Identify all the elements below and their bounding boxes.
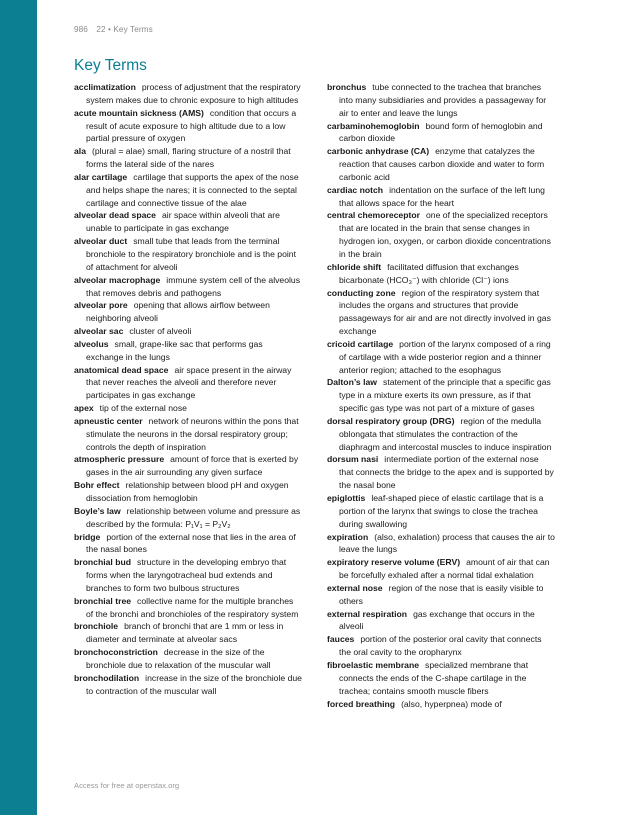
glossary-term: carbonic anhydrase (CA): [327, 146, 430, 157]
glossary-definition: air space within alveoli that are unable to participate in gas exchange: [86, 210, 280, 234]
glossary-definition: collective name for the multiple branches of the bronchi and bronchioles of the respiratory system: [86, 595, 299, 619]
running-head: [74, 25, 153, 34]
glossary-term: bronchus: [327, 82, 367, 92]
glossary-entry: [74, 171, 302, 210]
section-name: Key Terms: [113, 25, 153, 34]
glossary-entry: [74, 620, 302, 646]
glossary-definition: cluster of alveoli: [129, 326, 192, 337]
glossary-definition: region of the medulla oblongata that stimulates the contraction of the diaphragm and intercostal muscles to induce inspiration: [339, 415, 552, 452]
footer-link-text[interactable]: Access for free at openstax.org: [74, 781, 180, 790]
glossary-term: bridge: [74, 531, 101, 542]
glossary-entry: [74, 209, 302, 235]
glossary-entry: [327, 659, 555, 698]
page-title: Key Terms: [74, 57, 147, 74]
glossary-definition: cartilage that supports the apex of the nose and helps shape the nares; it is connected to the septal cartilage and connective tissue of the alae: [86, 171, 299, 208]
glossary-term: acute mountain sickness (AMS): [74, 107, 204, 118]
glossary-term: ala: [74, 146, 86, 157]
glossary-term: anatomical dead space: [74, 364, 169, 375]
glossary-definition: network of neurons within the pons that stimulate the neurons in the dorsal respiratory group; controls the depth of inspiration: [86, 415, 299, 452]
header-separator: •: [108, 25, 111, 34]
glossary-term: chloride shift: [327, 261, 382, 272]
glossary-definition: (plural = alae) small, flaring structure of a nostril that forms the lateral side of the nares: [86, 146, 291, 170]
glossary-entry: [327, 415, 555, 454]
glossary-entry: [327, 698, 555, 711]
left-term-column: [74, 81, 302, 698]
glossary-entry: [327, 184, 555, 210]
glossary-definition: small tube that leads from the terminal bronchiole to the respiratory bronchiole and is the point of attachment for alveoli: [86, 236, 297, 272]
glossary-entry: [74, 531, 302, 557]
chapter-number: 22: [96, 25, 106, 34]
glossary-term: apex: [74, 403, 94, 414]
glossary-entry: [74, 299, 302, 325]
glossary-entry: [327, 556, 555, 582]
glossary-definition: portion of the external nose that lies in the area of the nasal bones: [86, 531, 296, 555]
glossary-term: bronchodilation: [74, 672, 140, 683]
glossary-definition: region of the nose that is easily visible to others: [339, 582, 544, 606]
glossary-entry: [74, 595, 302, 621]
glossary-entry: [74, 235, 302, 274]
side-color-bar: [0, 0, 37, 815]
glossary-entry: [327, 453, 555, 492]
glossary-entry: [74, 415, 302, 454]
glossary-entry: [74, 672, 302, 698]
glossary-term: atmospheric pressure: [74, 454, 165, 465]
glossary-term: dorsal respiratory group (DRG): [327, 415, 455, 426]
glossary-term: forced breathing: [327, 698, 396, 709]
glossary-definition: relationship between volume and pressure as described by the formula: P₁V₁ = P₂V₂: [86, 505, 301, 529]
glossary-term: alveolar macrophage: [74, 274, 161, 285]
glossary-entry: [327, 261, 555, 287]
glossary-definition: enzyme that catalyzes the reaction that causes carbon dioxide and water to form carbonic acid: [339, 146, 545, 182]
glossary-definition: increase in the size of the bronchiole due to contraction of the muscular wall: [86, 672, 302, 696]
glossary-definition: statement of the principle that a specific gas type in a mixture exerts its own pressure, as if that specific gas type was not part of a mixture of gases: [339, 377, 551, 414]
glossary-definition: (also, hyperpnea) mode of: [401, 698, 502, 709]
glossary-definition: facilitated diffusion that exchanges bicarbonate (HCO₃⁻) with chloride (Cl⁻) ions: [339, 261, 519, 285]
glossary-definition: leaf-shaped piece of elastic cartilage that is a portion of the larynx that swings to close the trachea during swallowing: [339, 493, 544, 529]
glossary-definition: opening that allows airflow between neighboring alveoli: [86, 300, 270, 324]
glossary-term: expiration: [327, 531, 369, 542]
glossary-term: cardiac notch: [327, 184, 384, 195]
glossary-entry: [327, 287, 555, 338]
glossary-definition: branch of bronchi that are 1 mm or less in diameter and terminate at alveolar sacs: [86, 621, 284, 645]
glossary-term: bronchial bud: [74, 557, 132, 568]
glossary-entry: [327, 209, 555, 260]
glossary-term: dorsum nasi: [327, 454, 379, 465]
glossary-definition: amount of air that can be forcefully exhaled after a normal tidal exhalation: [339, 557, 550, 581]
glossary-entry: [74, 646, 302, 672]
glossary-definition: decrease in the size of the bronchiole due to relaxation of the muscular wall: [86, 647, 271, 670]
glossary-definition: air space present in the airway that never reaches the alveoli and therefore never participates in gas exchange: [86, 364, 292, 401]
glossary-definition: portion of the posterior oral cavity that connects the oral cavity to the oropharynx: [339, 634, 542, 658]
glossary-term: Bohr effect: [74, 480, 120, 491]
glossary-entry: [74, 505, 302, 531]
glossary-term: fibroelastic membrane: [327, 659, 420, 670]
glossary-definition: condition that occurs a result of acute exposure to high altitude due to a low partial pressure of oxygen: [86, 107, 297, 144]
glossary-definition: specialized membrane that connects the ends of the C-shape cartilage in the trachea; contains smooth muscle fibers: [339, 659, 529, 696]
glossary-entry: [327, 376, 555, 415]
glossary-definition: region of the respiratory system that includes the organs and structures that provide passageways for air and are not directly involved in gas exchange: [339, 287, 551, 337]
glossary-entry: [74, 107, 302, 146]
glossary-definition: bound form of hemoglobin and carbon dioxide: [339, 120, 543, 144]
glossary-definition: intermediate portion of the external nose that connects the bridge to the apex and is supported by the nasal bone: [339, 454, 554, 491]
right-term-column: [327, 81, 555, 710]
glossary-definition: portion of the larynx composed of a ring of cartilage with a wide posterior region and a thinner anterior region; attached to the esophagus: [339, 338, 551, 375]
glossary-entry: [74, 81, 302, 107]
glossary-definition: immune system cell of the alveolus that removes debris and pathogens: [86, 274, 301, 298]
glossary-definition: one of the specialized receptors that are located in the brain that sense changes in hydrogen ion, oxygen, or carbon dioxide concentrations in the brain: [339, 210, 551, 259]
glossary-term: fauces: [327, 634, 355, 645]
glossary-entry: [327, 608, 555, 634]
glossary-term: conducting zone: [327, 287, 396, 298]
glossary-term: alar cartilage: [74, 171, 128, 182]
glossary-definition: small, grape-like sac that performs gas exchange in the lungs: [86, 338, 263, 362]
glossary-entry: [74, 145, 302, 171]
glossary-definition: structure in the developing embryo that forms when the laryngotracheal bud extends and branches to form two bulbous structures: [86, 557, 287, 593]
glossary-term: alveolus: [74, 338, 109, 349]
glossary-term: expiratory reserve volume (ERV): [327, 557, 461, 568]
glossary-term: bronchoconstriction: [74, 647, 158, 658]
glossary-term: Dalton’s law: [327, 377, 378, 388]
glossary-entry: [74, 338, 302, 364]
glossary-entry: [74, 402, 302, 415]
glossary-entry: [327, 633, 555, 659]
glossary-entry: [74, 325, 302, 338]
glossary-term: Boyle’s law: [74, 505, 121, 516]
glossary-term: epiglottis: [327, 493, 366, 503]
glossary-definition: gas exchange that occurs in the alveoli: [339, 608, 535, 632]
glossary-term: external respiration: [327, 608, 408, 619]
glossary-entry: [74, 274, 302, 300]
glossary-term: bronchiole: [74, 621, 119, 632]
glossary-term: alveolar pore: [74, 300, 128, 311]
glossary-entry: [74, 556, 302, 595]
glossary-entry: [327, 582, 555, 608]
glossary-definition: process of adjustment that the respiratory system makes due to chronic exposure to high altitudes: [86, 82, 301, 105]
glossary-entry: [327, 81, 555, 120]
glossary-definition: tip of the external nose: [99, 403, 187, 414]
glossary-term: alveolar sac: [74, 326, 124, 337]
glossary-definition: tube connected to the trachea that branches into many subsidiaries and provides a passageway for air to enter and leave the lungs: [339, 82, 547, 118]
glossary-entry: [74, 479, 302, 505]
glossary-entry: [327, 492, 555, 531]
glossary-term: apneustic center: [74, 415, 143, 426]
glossary-term: cricoid cartilage: [327, 338, 394, 349]
glossary-definition: (also, exhalation) process that causes the air to leave the lungs: [339, 531, 555, 555]
glossary-term: acclimatization: [74, 82, 136, 92]
glossary-entry: [327, 338, 555, 377]
glossary-term: carbaminohemoglobin: [327, 120, 420, 131]
glossary-entry: [327, 145, 555, 184]
glossary-entry: [74, 453, 302, 479]
glossary-entry: [74, 364, 302, 403]
glossary-term: central chemoreceptor: [327, 210, 420, 221]
glossary-definition: amount of force that is exerted by gases in the air surrounding any given surface: [86, 454, 299, 478]
glossary-definition: relationship between blood pH and oxygen dissociation from hemoglobin: [86, 480, 289, 503]
page-number: 986: [74, 25, 88, 34]
glossary-term: alveolar duct: [74, 236, 128, 247]
glossary-entry: [327, 120, 555, 146]
glossary-term: alveolar dead space: [74, 210, 156, 221]
glossary-term: external nose: [327, 582, 383, 593]
glossary-entry: [327, 531, 555, 557]
glossary-term: bronchial tree: [74, 595, 132, 606]
glossary-definition: indentation on the surface of the left lung that allows space for the heart: [339, 184, 545, 208]
